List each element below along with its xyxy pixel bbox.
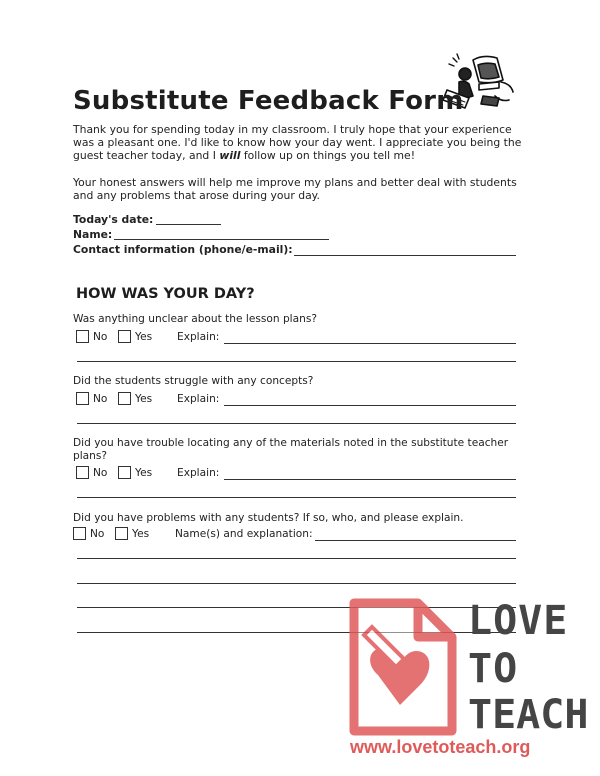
intro-line-3: guest teacher today, and I will follow up on things you tell me! xyxy=(73,149,416,163)
q3-explain-label: Explain: xyxy=(177,467,220,479)
q2-yes-checkbox[interactable] xyxy=(118,392,131,405)
q2-extra-line[interactable] xyxy=(77,423,516,424)
q2-yes-label: Yes xyxy=(135,392,153,405)
name-label: Name: xyxy=(73,228,113,241)
question-3-line-1: Did you have trouble locating any of the materials noted in the substitute teacher xyxy=(73,437,509,449)
q1-yes-checkbox[interactable] xyxy=(118,330,131,343)
q1-explain-label: Explain: xyxy=(177,331,220,343)
intro-paragraph xyxy=(73,123,523,163)
intro2-line-1: Your honest answers will help me improve my plans and better deal with students xyxy=(73,176,517,189)
q1-yes-label: Yes xyxy=(135,330,153,343)
q1-no-checkbox[interactable] xyxy=(76,330,89,343)
q1-no-label: No xyxy=(93,330,108,343)
logo-word-to: TO xyxy=(468,646,519,692)
question-3 xyxy=(73,437,518,462)
q1-yes-option[interactable] xyxy=(118,330,152,343)
intro-line-1: Thank you for spending today in my classroom. I truly hope that your experience xyxy=(73,123,512,136)
q1-explain-field[interactable] xyxy=(224,343,516,344)
q2-explain-field[interactable] xyxy=(224,405,516,406)
intro-paragraph-2 xyxy=(73,176,523,202)
q1-no-option[interactable] xyxy=(76,330,107,343)
q3-extra-line[interactable] xyxy=(77,497,516,498)
q1-extra-line[interactable] xyxy=(77,361,516,362)
q4-explain-field[interactable] xyxy=(315,540,516,541)
q4-no-checkbox[interactable] xyxy=(73,527,86,540)
q3-no-option[interactable] xyxy=(76,466,107,479)
q4-yes-checkbox[interactable] xyxy=(115,527,128,540)
q2-yes-option[interactable] xyxy=(118,392,152,405)
logo-word-love: LOVE xyxy=(468,598,569,644)
contact-field[interactable] xyxy=(294,255,516,256)
question-2: Did the students struggle with any concepts? xyxy=(73,375,314,387)
q4-no-option[interactable] xyxy=(73,527,104,540)
contact-label: Contact information (phone/e-mail): xyxy=(73,243,293,256)
q4-extra-line-1[interactable] xyxy=(77,558,516,559)
q2-no-checkbox[interactable] xyxy=(76,392,89,405)
q2-no-option[interactable] xyxy=(76,392,107,405)
question-4: Did you have problems with any students? If so, who, and please explain. xyxy=(73,512,464,524)
q4-explain-label: Name(s) and explanation: xyxy=(175,528,313,540)
section-heading: HOW WAS YOUR DAY? xyxy=(76,286,255,302)
love-to-teach-logo xyxy=(348,597,460,737)
date-field[interactable] xyxy=(156,224,221,225)
emphasis-will: will xyxy=(219,149,241,163)
intro2-line-2: and any problems that arose during your day. xyxy=(73,189,320,203)
date-label: Today's date: xyxy=(73,213,154,226)
q4-extra-line-2[interactable] xyxy=(77,583,516,584)
intro-line-2: was a pleasant one. I'd like to know how your day went. I appreciate you being the xyxy=(73,136,522,150)
q3-yes-checkbox[interactable] xyxy=(118,466,131,479)
website-url: www.lovetoteach.org xyxy=(350,737,531,757)
question-1: Was anything unclear about the lesson plans? xyxy=(73,313,317,325)
q3-no-checkbox[interactable] xyxy=(76,466,89,479)
q4-yes-label: Yes xyxy=(132,527,150,540)
q4-yes-option[interactable] xyxy=(115,527,149,540)
q2-explain-label: Explain: xyxy=(177,393,220,405)
q3-explain-field[interactable] xyxy=(224,479,516,480)
q4-no-label: No xyxy=(90,527,105,540)
question-3-line-2: plans? xyxy=(73,449,108,462)
q3-yes-label: Yes xyxy=(135,466,153,479)
name-field[interactable] xyxy=(114,239,329,240)
logo-word-teach: TEACH xyxy=(468,692,589,738)
q2-no-label: No xyxy=(93,392,108,405)
q3-no-label: No xyxy=(93,466,108,479)
q3-yes-option[interactable] xyxy=(118,466,152,479)
form-title: Substitute Feedback Form xyxy=(73,86,464,116)
